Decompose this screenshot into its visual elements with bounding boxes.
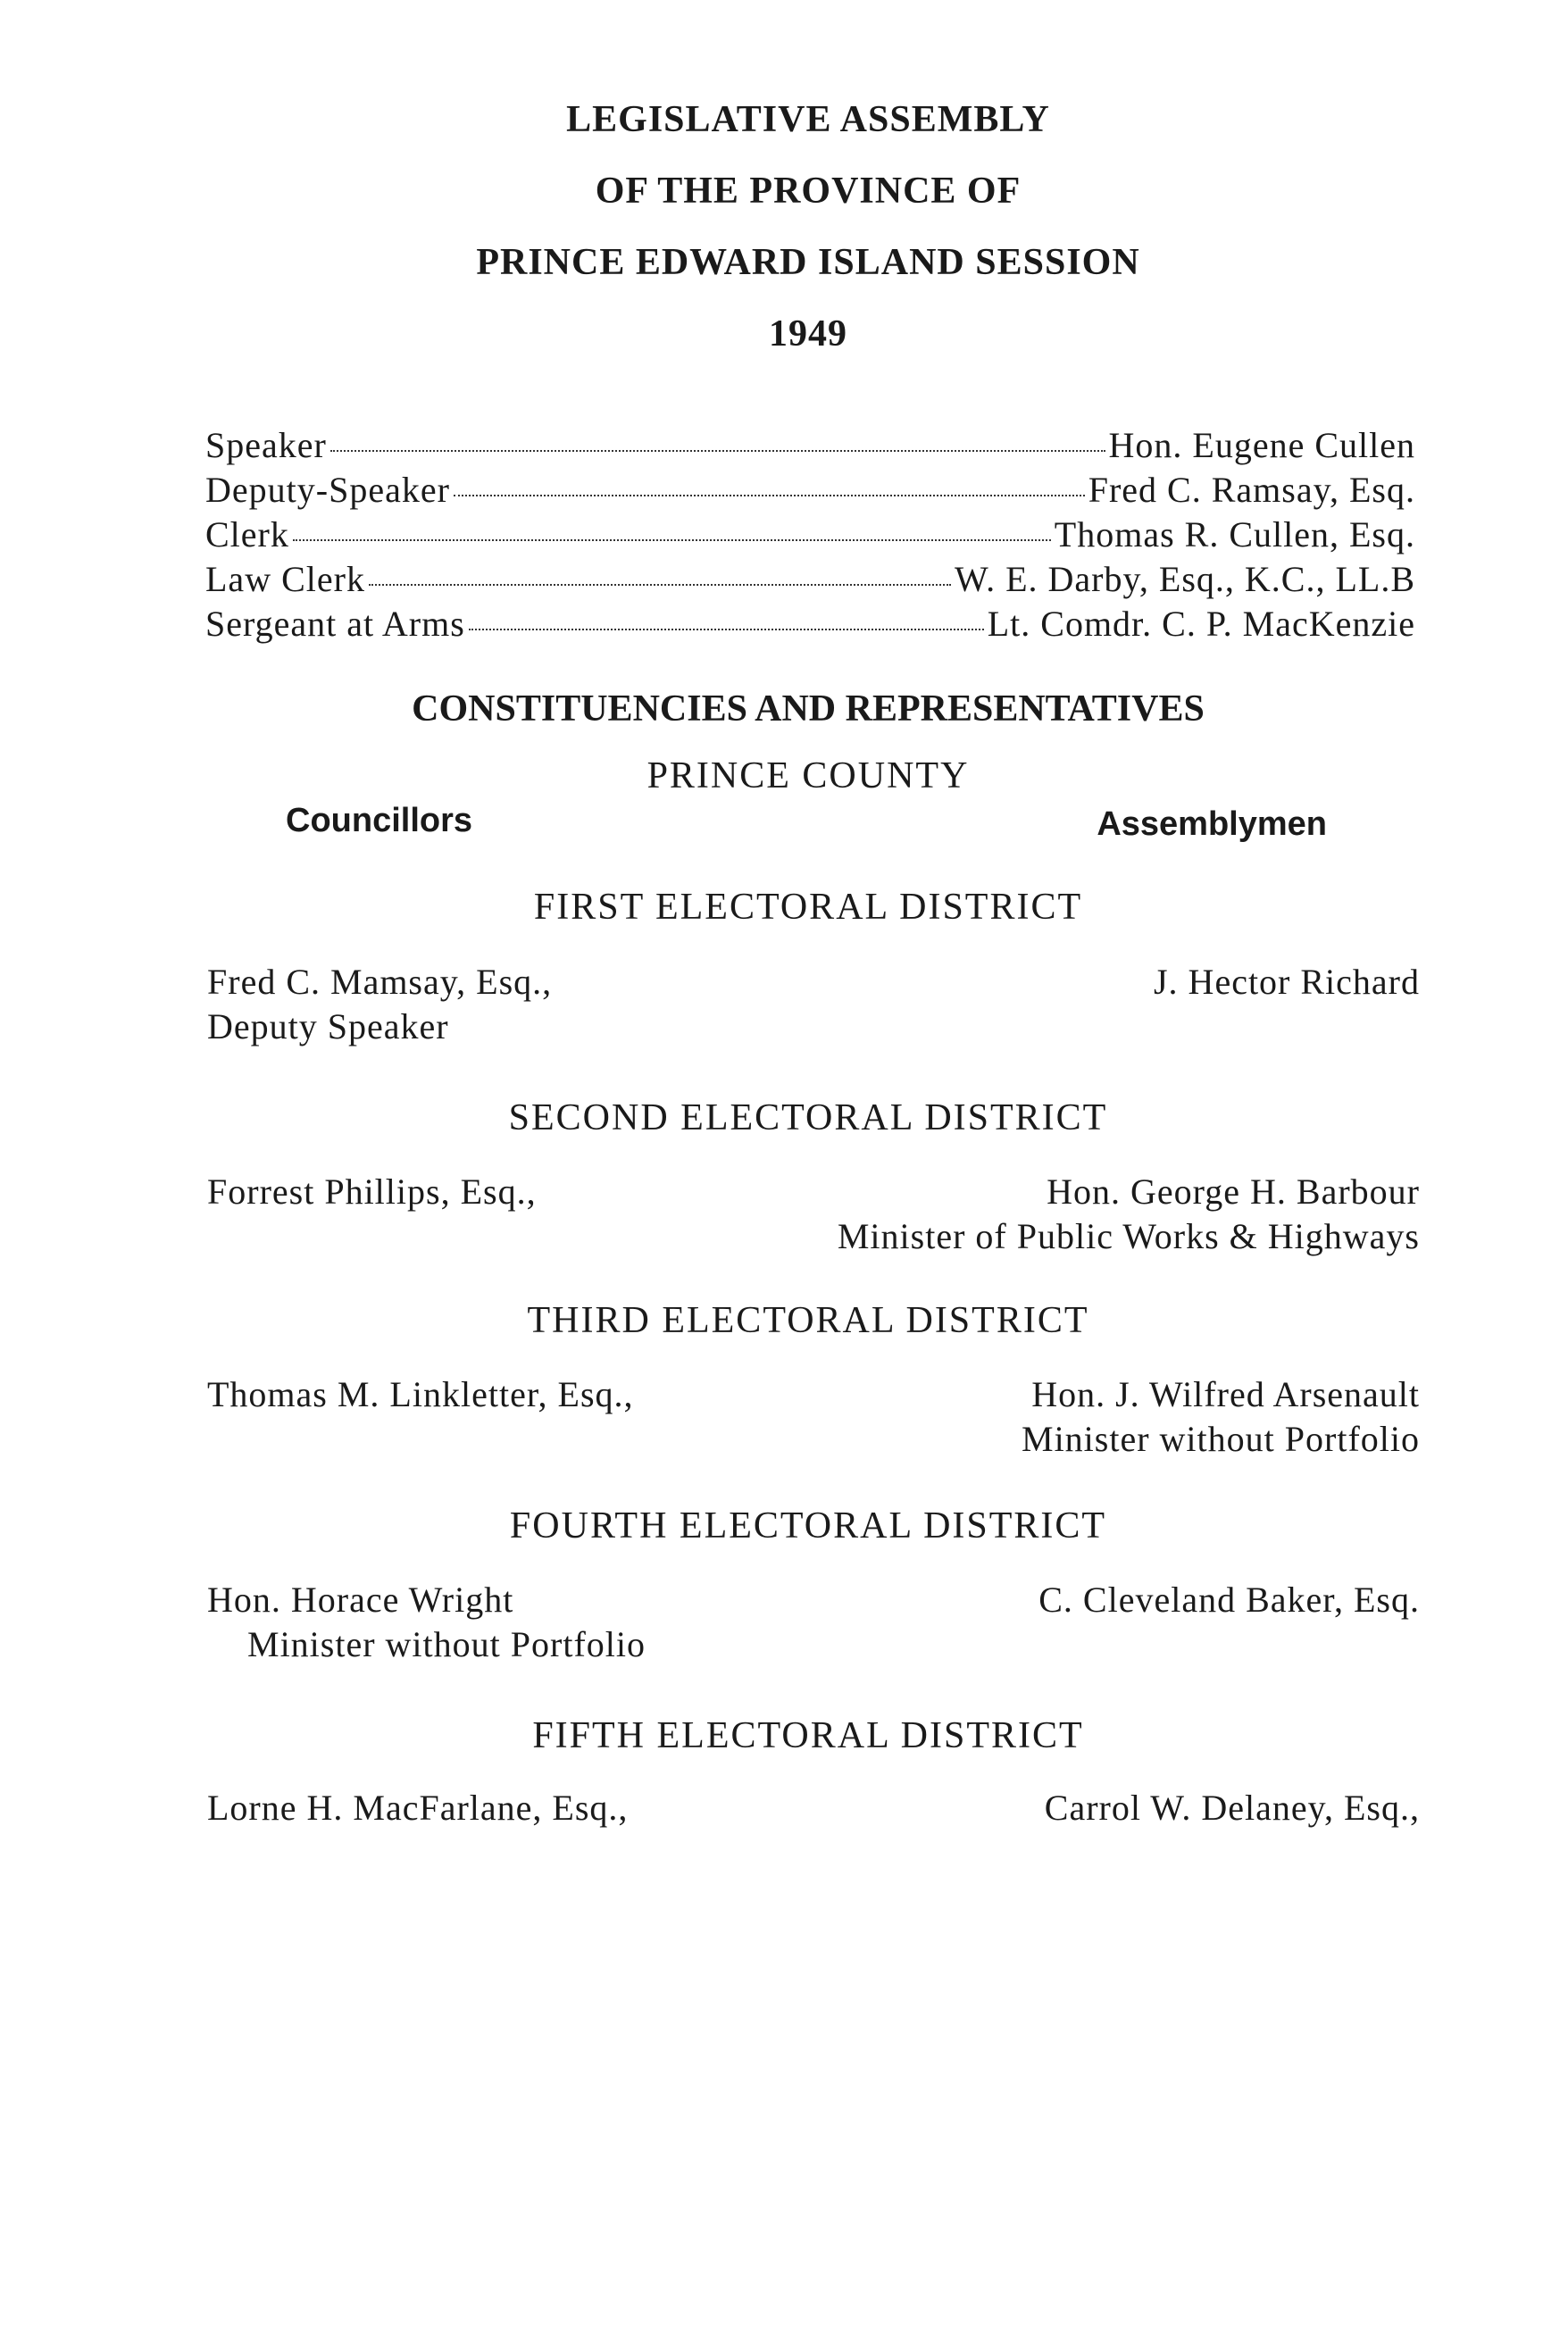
officer-role: Clerk — [205, 514, 289, 554]
officer-row-deputy-speaker — [205, 469, 1415, 513]
officer-role: Law Clerk — [205, 559, 365, 599]
assemblyman-note: Minister without Portfolio — [1022, 1419, 1420, 1459]
leader-dots — [369, 584, 951, 586]
district-title: SECOND ELECTORAL DISTRICT — [508, 1097, 1108, 1138]
district-title: FIRST ELECTORAL DISTRICT — [533, 887, 1083, 928]
officer-name: Hon. Eugene Cullen — [1108, 425, 1415, 465]
session-year: 1949 — [769, 313, 847, 354]
assemblyman-entry — [1038, 1578, 1420, 1622]
officer-row-law-clerk — [205, 558, 1415, 603]
councillor-entry — [207, 1786, 628, 1830]
officer-name: W. E. Darby, Esq., K.C., LL.B — [955, 559, 1415, 599]
assemblyman-entry — [1154, 960, 1420, 1005]
assemblyman-name: J. Hector Richard — [1153, 962, 1420, 1002]
header-line-2: OF THE PROVINCE OF — [595, 171, 1022, 212]
councillor-name: Fred C. Mamsay, Esq., — [207, 962, 553, 1002]
officer-row-speaker — [205, 424, 1415, 469]
councillor-entry — [207, 960, 552, 1049]
officer-row-clerk — [205, 513, 1415, 558]
header-line-3: PRINCE EDWARD ISLAND SESSION — [476, 242, 1140, 283]
district-title: FIFTH ELECTORAL DISTRICT — [532, 1715, 1084, 1756]
councillor-name: Thomas M. Linkletter, Esq., — [207, 1374, 634, 1414]
officer-role: Sergeant at Arms — [205, 604, 465, 644]
leader-dots — [469, 629, 984, 630]
officer-name: Lt. Comdr. C. P. MacKenzie — [987, 604, 1415, 644]
officer-role: Deputy-Speaker — [205, 470, 450, 510]
assemblyman-name: Carrol W. Delaney, Esq., — [1044, 1788, 1420, 1828]
assemblyman-name: C. Cleveland Baker, Esq. — [1038, 1580, 1420, 1620]
header-line-1: LEGISLATIVE ASSEMBLY — [566, 99, 1050, 140]
assemblyman-name: Hon. J. Wilfred Arsenault — [1031, 1374, 1420, 1414]
officer-name: Fred C. Ramsay, Esq. — [1088, 470, 1415, 510]
leader-dots — [293, 539, 1051, 541]
leader-dots — [454, 495, 1085, 496]
councillor-entry — [207, 1170, 537, 1214]
assemblyman-name: Hon. George H. Barbour — [1047, 1171, 1420, 1212]
officer-row-sergeant-at-arms — [205, 603, 1415, 647]
leader-dots — [330, 450, 1105, 452]
councillor-note: Deputy Speaker — [207, 1006, 449, 1046]
assemblyman-entry — [1022, 1372, 1420, 1462]
district-title: THIRD ELECTORAL DISTRICT — [527, 1300, 1089, 1341]
officer-role: Speaker — [205, 425, 327, 465]
officer-name: Thomas R. Cullen, Esq. — [1054, 514, 1415, 554]
assemblyman-note: Minister of Public Works & Highways — [837, 1216, 1420, 1256]
county-heading: PRINCE COUNTY — [646, 755, 970, 796]
column-heading-assemblymen: Assemblymen — [1097, 805, 1327, 843]
councillor-note: Minister without Portfolio — [247, 1624, 646, 1664]
councillor-entry — [207, 1372, 634, 1417]
assemblyman-entry — [1045, 1786, 1420, 1830]
councillor-name: Lorne H. MacFarlane, Esq., — [207, 1788, 629, 1828]
section-title: CONSTITUENCIES AND REPRESENTATIVES — [412, 688, 1205, 729]
district-title: FOURTH ELECTORAL DISTRICT — [509, 1505, 1107, 1546]
councillor-name: Hon. Horace Wright — [207, 1580, 514, 1620]
assemblyman-entry — [838, 1170, 1420, 1259]
column-heading-councillors: Councillors — [286, 802, 473, 839]
councillor-entry — [207, 1578, 646, 1667]
councillor-name: Forrest Phillips, Esq., — [207, 1171, 537, 1212]
